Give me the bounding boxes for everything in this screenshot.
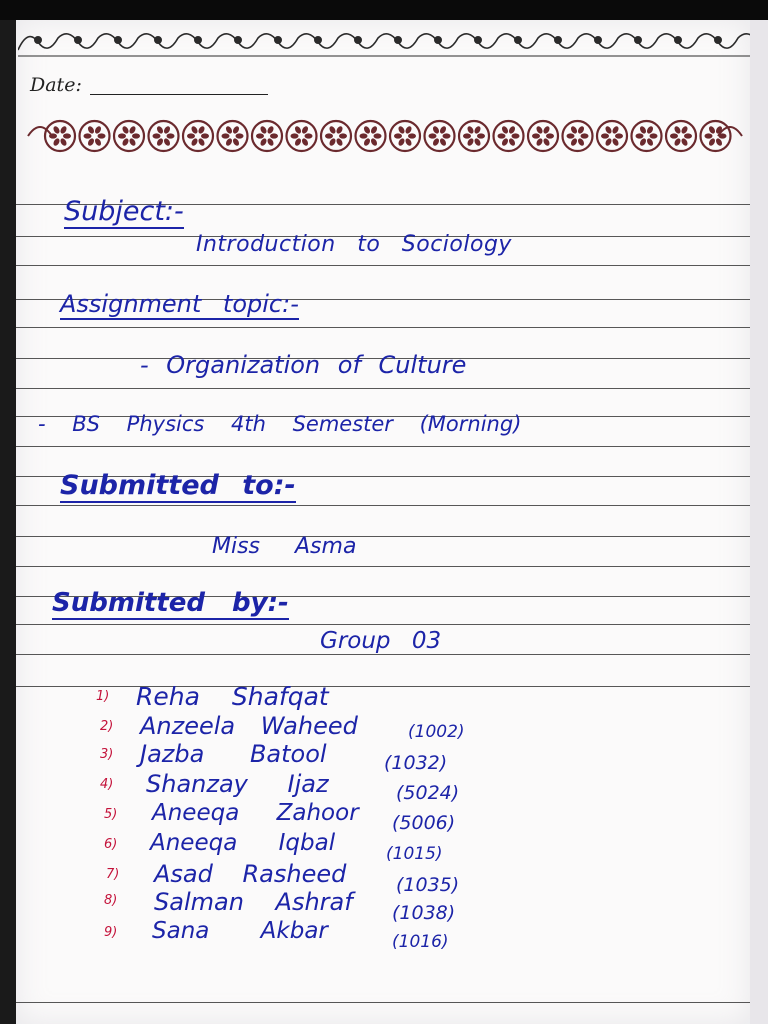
ruled-line <box>16 566 750 567</box>
member-number: 7) <box>106 867 120 882</box>
assignment-topic-heading: Assignment topic:- <box>60 290 299 318</box>
ruled-line <box>16 388 750 389</box>
member-number: 4) <box>100 777 114 792</box>
submitted-by-heading: Submitted by:- <box>52 588 289 618</box>
member-roll: (1002) <box>408 722 465 742</box>
member-name: Jazba Batool <box>140 740 327 768</box>
member-number: 1) <box>96 689 110 704</box>
subject-heading: Subject:- <box>64 196 184 227</box>
submitted-to-heading: Submitted to:- <box>60 470 296 501</box>
ruled-line <box>16 265 750 266</box>
submitted-to-name: Miss Asma <box>212 534 357 559</box>
class-info: - BS Physics 4th Semester (Morning) <box>38 412 522 436</box>
member-name: Aneeqa Iqbal <box>150 830 336 856</box>
ruled-line <box>16 536 750 537</box>
date-label: Date: <box>30 74 82 96</box>
member-roll: (1038) <box>392 902 456 924</box>
assignment-topic-value: - Organization of Culture <box>140 351 467 379</box>
member-roll: (5006) <box>392 812 456 834</box>
date-field <box>30 74 330 100</box>
ruled-line <box>16 1002 750 1003</box>
member-name: Reha Shafqat <box>136 682 329 711</box>
member-number: 6) <box>104 837 118 852</box>
top-dark-edge <box>0 0 768 20</box>
page-right-edge <box>750 20 768 1024</box>
member-number: 3) <box>100 747 114 762</box>
member-number: 8) <box>104 893 118 908</box>
member-name: Aneeqa Zahoor <box>152 800 359 826</box>
member-roll: (1015) <box>386 844 443 864</box>
ruled-line <box>16 505 750 506</box>
member-roll: (1016) <box>392 932 449 952</box>
group-label: Group 03 <box>320 628 442 654</box>
member-name: Shanzay Ijaz <box>146 770 329 798</box>
paper-sheet <box>16 20 750 1024</box>
member-number: 5) <box>104 807 118 822</box>
ruled-line <box>16 327 750 328</box>
member-number: 2) <box>100 719 114 734</box>
ruled-line <box>16 686 750 687</box>
member-name: Asad Rasheed <box>154 860 347 888</box>
decorative-border-ornament <box>18 24 750 60</box>
member-number: 9) <box>104 925 118 940</box>
member-name: Sana Akbar <box>152 918 328 944</box>
ruled-line <box>16 446 750 447</box>
member-roll: (1032) <box>384 752 448 774</box>
member-name: Anzeela Waheed <box>140 712 358 740</box>
member-roll: (5024) <box>396 782 460 804</box>
ruled-line <box>16 624 750 625</box>
member-name: Salman Ashraf <box>154 888 353 916</box>
date-blank-line <box>90 94 268 95</box>
flower-border-ornament <box>26 114 744 158</box>
ruled-line <box>16 654 750 655</box>
subject-value: Introduction to Sociology <box>196 232 512 257</box>
member-roll: (1035) <box>396 874 460 896</box>
